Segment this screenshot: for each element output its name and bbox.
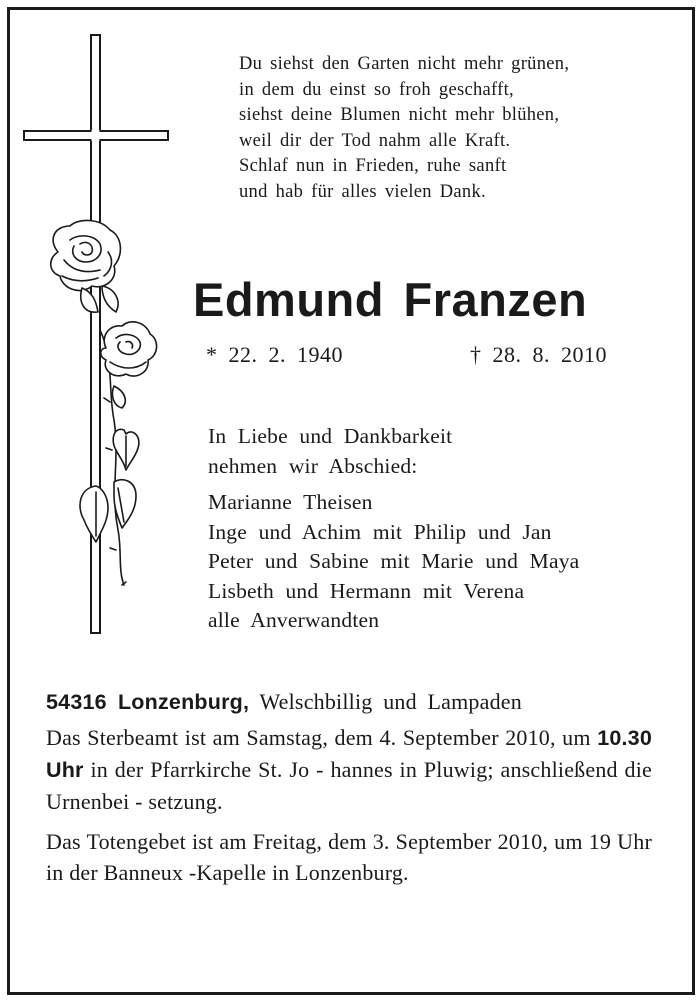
mourners-intro-line: nehmen wir Abschied: [208, 453, 418, 478]
location-town: 54316 Lonzenburg, [46, 690, 250, 714]
poem-line: Schlaf nun in Frieden, ruhe sanft [239, 156, 507, 176]
mourner-name: Lisbeth und Hermann mit Verena [208, 578, 525, 603]
spacer [208, 481, 668, 488]
location-villages: Welschbillig und Lampaden [259, 689, 522, 714]
poem-line: in dem du einst so froh geschafft, [239, 79, 514, 100]
cross-with-roses-illustration [18, 30, 178, 640]
prayer-paragraph: Das Totengebet ist am Freitag, dem 3. September 2010, um 19 Uhr in der Banneux -Kapelle in Lonzenburg. [46, 829, 652, 885]
birth-date: * 22. 2. 1940 [206, 342, 343, 367]
mourners-block [208, 422, 668, 636]
requiem-text-continued: in der Pfarrkirche St. Jo - hannes in Pluwig; anschließend die Urnenbei - setzung. [46, 757, 653, 814]
poem-line: und hab für alles vielen Dank. [239, 181, 486, 202]
rose-icon [51, 220, 157, 585]
mourners-intro-line: In Liebe und Dankbarkeit [208, 424, 453, 448]
deceased-name: Edmund Franzen [193, 273, 588, 326]
requiem-time: 10.30 Uhr [46, 726, 652, 782]
mourner-name: Peter und Sabine mit Marie und Maya [208, 549, 580, 573]
requiem-text: Das Sterbeamt ist am Samstag, dem 4. September 2010, um [46, 725, 591, 750]
requiem-paragraph [46, 722, 652, 817]
mourner-name: Marianne Theisen [208, 490, 373, 514]
death-date: † 28. 8. 2010 [470, 342, 607, 367]
mourner-name: alle Anverwandten [208, 608, 380, 632]
poem-line: siehst deine Blumen nicht mehr blühen, [239, 105, 560, 125]
service-details [46, 686, 652, 888]
poem-line: Du siehst den Garten nicht mehr grünen, [239, 54, 570, 74]
location-line [46, 686, 652, 718]
poem [239, 52, 659, 205]
poem-line: weil dir der Tod nahm alle Kraft. [239, 130, 511, 151]
mourner-name: Inge und Achim mit Philip und Jan [208, 519, 552, 544]
